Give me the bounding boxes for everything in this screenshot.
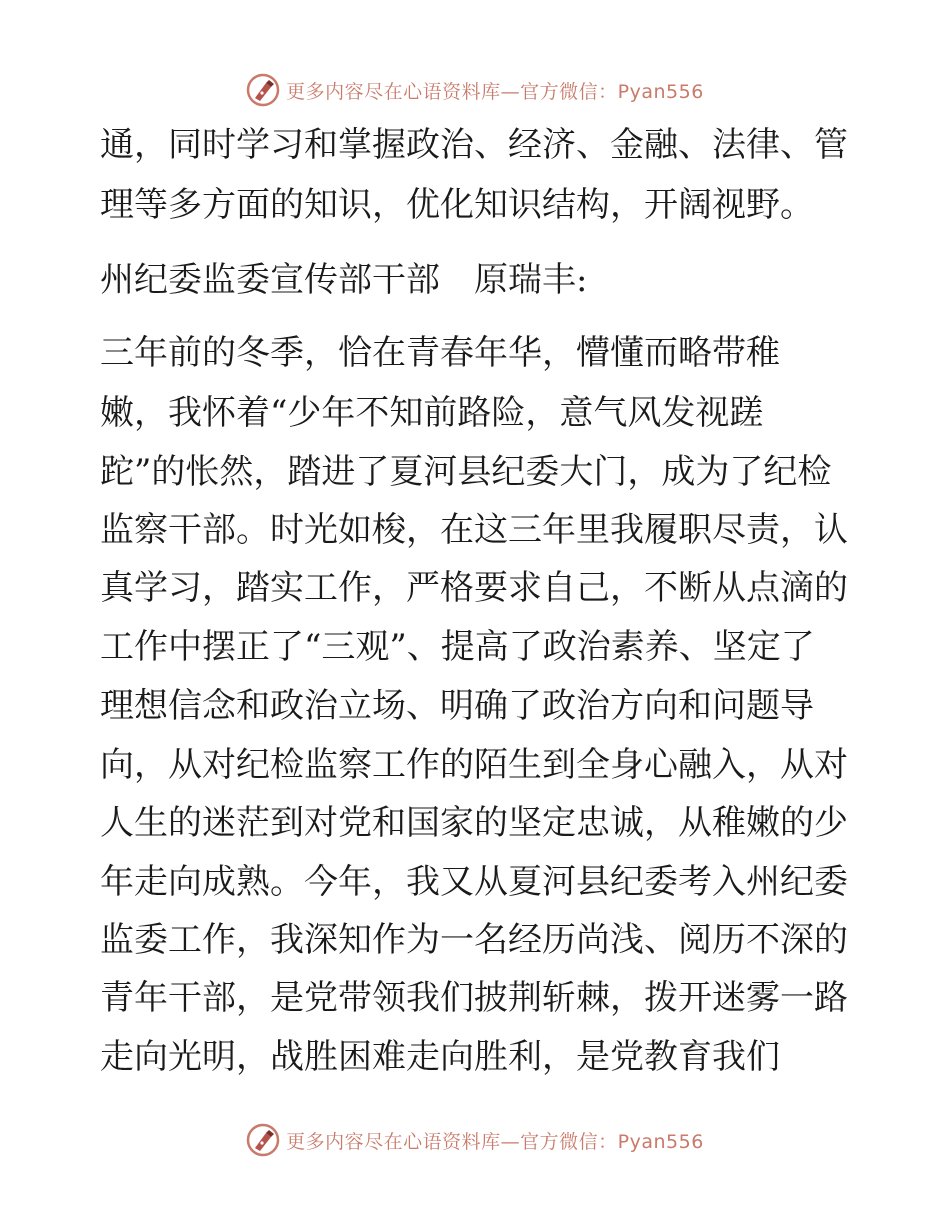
text-line: 三年前的冬季，恰在青春年华，懵懂而略带稚: [100, 333, 780, 373]
text-line: 理等多方面的知识，优化知识结构，开阔视野。: [100, 185, 814, 225]
text-line: 向，从对纪检监察工作的陌生到全身心融入，从对: [100, 745, 848, 785]
watermark-wechat: 官方微信：Pyan556: [520, 80, 704, 103]
watermark-text: [286, 77, 704, 104]
header-watermark: [0, 70, 950, 110]
author-line: 州纪委监委宣传部干部 原瑞丰:: [100, 260, 588, 300]
text-line: 通，同时学习和掌握政治、经济、金融、法律、管: [100, 125, 848, 165]
watermark-wechat: 官方微信：Pyan556: [520, 1130, 704, 1153]
watermark-site: 更多内容尽在心语资料库: [286, 1130, 501, 1153]
text-line: 真学习，踏实工作，严格要求自己，不断从点滴的: [100, 568, 848, 608]
pen-nib-icon: [246, 73, 280, 107]
text-line: 监察干部。时光如梭，在这三年里我履职尽责，认: [100, 510, 848, 550]
pen-nib-icon: [246, 1123, 280, 1157]
text-line: 人生的迷茫到对党和国家的坚定忠诚，从稚嫩的少: [100, 803, 848, 843]
text-line: 跎”的怅然，踏进了夏河县纪委大门，成为了纪检: [100, 452, 832, 492]
text-line: 青年干部，是党带领我们披荆斩棘，拨开迷雾一路: [100, 978, 848, 1018]
text-line: 嫩，我怀着“少年不知前路险，意气风发视蹉: [100, 393, 764, 433]
text-line: 走向光明，战胜困难走向胜利，是党教育我们: [100, 1037, 780, 1077]
text-line: 工作中摆正了“三观”、提高了政治素养、坚定了: [100, 627, 815, 667]
text-line: 理想信念和政治立场、明确了政治方向和问题导: [100, 686, 814, 726]
watermark-dash: —: [500, 80, 521, 103]
watermark-text: [286, 1127, 704, 1154]
watermark-dash: —: [500, 1130, 521, 1153]
watermark-site: 更多内容尽在心语资料库: [286, 80, 501, 103]
text-line: 监委工作，我深知作为一名经历尚浅、阅历不深的: [100, 920, 848, 960]
footer-watermark: [0, 1120, 950, 1160]
text-line: 年走向成熟。今年，我又从夏河县纪委考入州纪委: [100, 862, 848, 902]
